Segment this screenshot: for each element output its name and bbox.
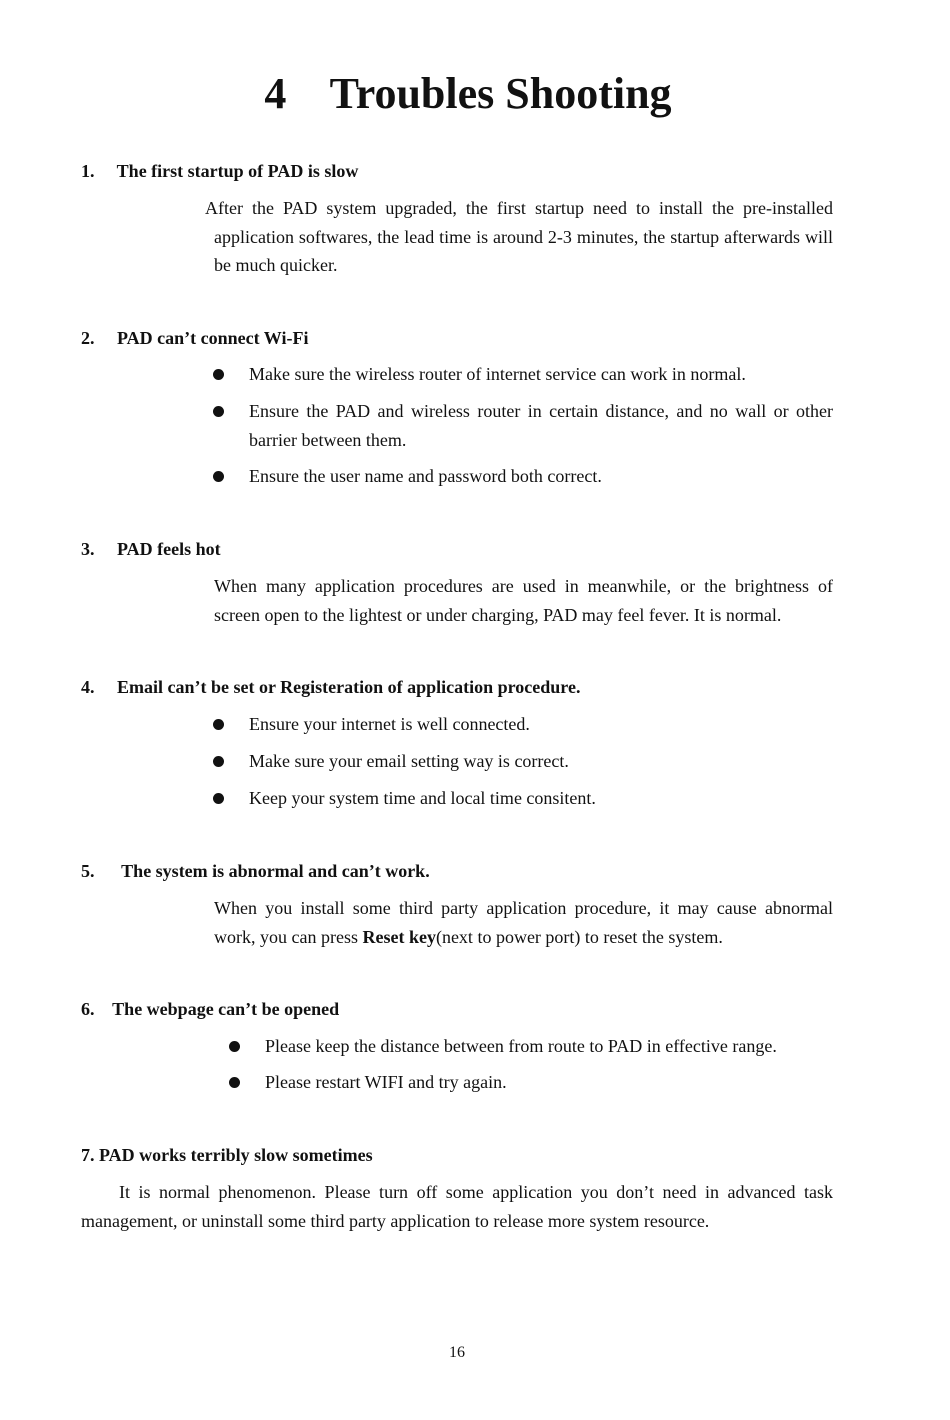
section-paragraph-works-slow: It is normal phenomenon. Please turn off some application you don’t need in advanced task management, or uninstall some third party application to release more system resource. [81, 1182, 833, 1231]
bullet-text: Ensure your internet is well connected. [249, 714, 530, 734]
bullet-icon [213, 756, 224, 767]
list-item [229, 1032, 833, 1062]
paragraph-text: When you install some third party application procedure, it may cause abnormal work, you can press [214, 898, 833, 947]
bullet-icon [213, 369, 224, 380]
list-item [213, 360, 833, 390]
section-heading-startup-slow: 1. The first startup of PAD is slow [81, 161, 359, 181]
bullet-text: Make sure your email setting way is correct. [249, 751, 569, 771]
list-item [213, 784, 833, 814]
list-item [213, 747, 833, 777]
bullet-icon [213, 406, 224, 417]
bullet-icon [213, 793, 224, 804]
section-paragraph-system-abnormal [214, 894, 833, 951]
bullet-text: Ensure the PAD and wireless router in certain distance, and no wall or other barrier between them. [249, 401, 833, 450]
page-number: 16 [449, 1344, 465, 1361]
section-heading-email: 4. Email can’t be set or Registeration of application procedure. [81, 677, 581, 697]
list-item [229, 1068, 833, 1098]
bullet-icon [229, 1041, 240, 1052]
section-heading-works-slow: 7. PAD works terribly slow sometimes [81, 1145, 373, 1165]
list-item [213, 397, 833, 455]
list-item [213, 462, 833, 492]
chapter-title: 4 Troubles Shooting [264, 69, 672, 118]
paragraph-text: (next to power port) to reset the system. [435, 926, 723, 947]
section-heading-pad-hot: 3. PAD feels hot [81, 539, 221, 559]
bullet-text: Please keep the distance between from route to PAD in effective range. [265, 1036, 777, 1056]
bullet-text: Make sure the wireless router of internet service can work in normal. [249, 364, 746, 384]
list-item [213, 710, 833, 740]
bullet-icon [229, 1077, 240, 1088]
section-paragraph-pad-hot: When many application procedures are used in meanwhile, or the brightness of screen open to the lightest or under charging, PAD may feel fever. It is normal. [214, 576, 833, 625]
section-heading-wifi: 2. PAD can’t connect Wi-Fi [81, 328, 309, 348]
bullet-icon [213, 719, 224, 730]
bullet-text: Please restart WIFI and try again. [265, 1072, 507, 1092]
section-heading-webpage: 6. The webpage can’t be opened [81, 999, 340, 1019]
bullet-text: Keep your system time and local time consitent. [249, 788, 596, 808]
reset-key-label: Reset key [362, 926, 436, 947]
section-heading-system-abnormal: 5. The system is abnormal and can’t work. [81, 861, 430, 881]
bullet-text: Ensure the user name and password both correct. [249, 466, 602, 486]
bullet-icon [213, 471, 224, 482]
section-paragraph-startup-slow: After the PAD system upgraded, the first startup need to install the pre-installed application softwares, the lead time is around 2-3 minutes, the startup afterwards will be much quicker. [205, 198, 833, 275]
